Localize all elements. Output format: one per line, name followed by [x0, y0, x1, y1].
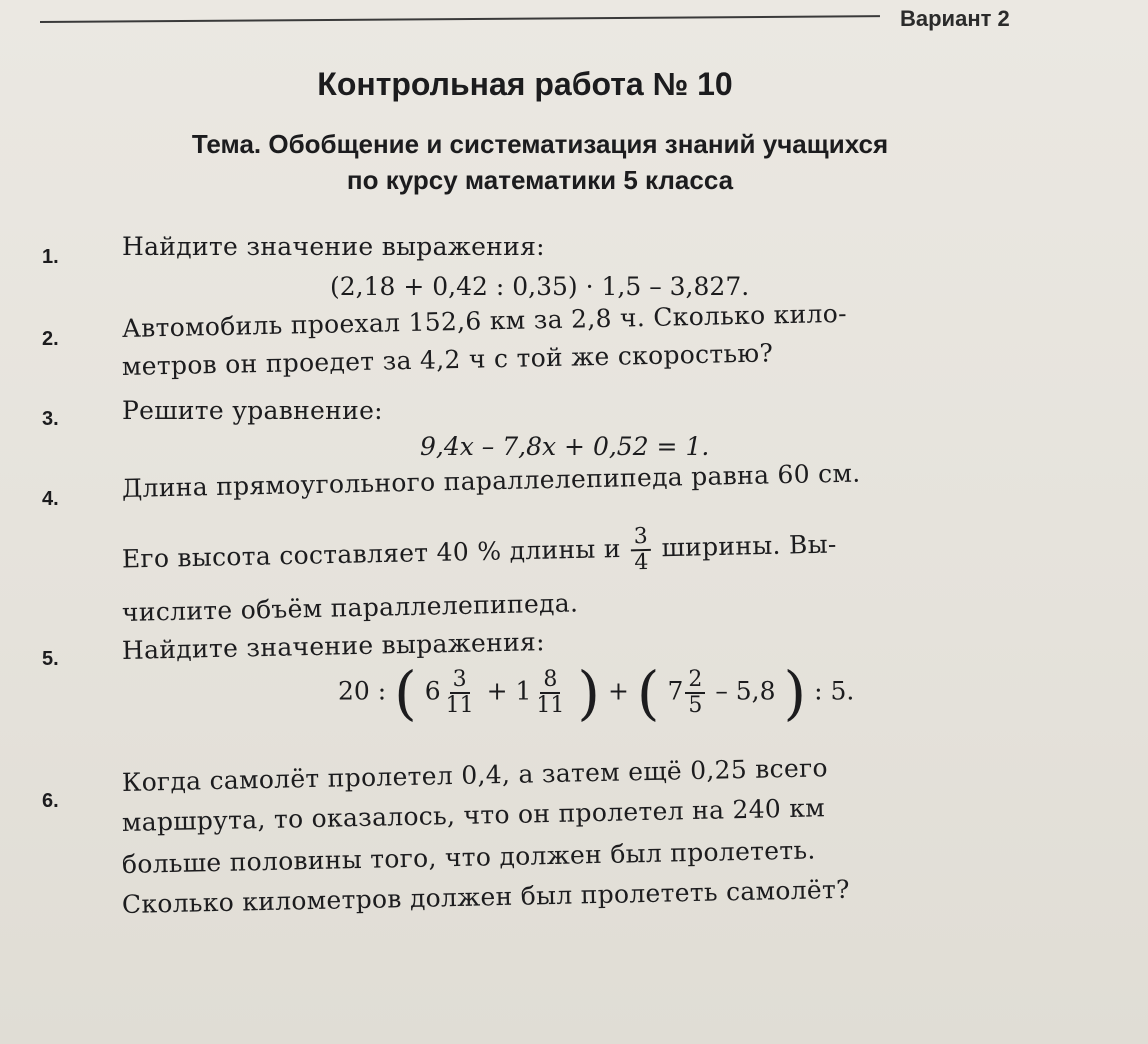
paren-open: ( [636, 659, 660, 727]
fraction [443, 668, 477, 718]
task-text: метров он проедет за 4,2 ч с той же скоростью? [121, 338, 774, 381]
expr-part: 7 [667, 676, 684, 706]
header-rule [40, 15, 880, 23]
topic [60, 126, 1020, 198]
variant-label: Вариант 2 [900, 6, 1010, 31]
fraction-numerator: 3 [450, 668, 470, 694]
fraction-denominator: 11 [536, 693, 565, 718]
expr-part: – 5,8 [715, 676, 776, 706]
task-text: Найдите значение выражения: [121, 627, 546, 665]
fraction-denominator: 5 [688, 693, 703, 718]
task-text: Найдите значение выражения: [122, 232, 545, 261]
task-text: числите объём параллелепипеда. [121, 588, 579, 627]
fraction-denominator: 11 [445, 693, 474, 718]
topic-line-1: Тема. Обобщение и систематизация знаний учащихся [191, 129, 889, 159]
fraction-numerator: 8 [540, 668, 560, 694]
fraction-numerator: 3 [631, 525, 652, 551]
fraction [631, 525, 652, 575]
page-title: Контрольная работа № 10 [317, 66, 733, 102]
paren-close: ) [783, 659, 807, 727]
task-text-part: ширины. Вы- [661, 529, 837, 563]
expr-part: + 1 [486, 676, 532, 706]
task-text: Автомобиль проехал 152,6 км за 2,8 ч. Сколько кило- [121, 298, 848, 343]
task-text: больше половины того, что должен был пролететь. [121, 835, 816, 879]
fraction-numerator: 2 [685, 668, 705, 694]
task-expression: (2,18 + 0,42 : 0,35) · 1,5 – 3,827. [330, 272, 750, 301]
fraction [533, 668, 567, 718]
fraction [685, 668, 705, 718]
task-text: Сколько километров должен был пролететь самолёт? [121, 874, 851, 919]
task-number: 4. [42, 488, 59, 510]
task-text: Длина прямоугольного параллелепипеда равна 60 см. [121, 458, 861, 503]
task-text: Решите уравнение: [122, 396, 383, 425]
expr-part: 20 : [338, 676, 387, 706]
task-number: 5. [42, 648, 59, 670]
task-number: 3. [42, 408, 59, 430]
expr-part: + [607, 676, 629, 706]
expr-part: 6 [424, 676, 441, 706]
task-text: маршрута, то оказалось, что он пролетел на 240 км [121, 793, 826, 837]
task-text [121, 521, 837, 586]
task-number: 1. [42, 246, 59, 268]
task-number: 2. [42, 328, 59, 350]
task-expression: 9,4x – 7,8x + 0,52 = 1. [420, 432, 710, 461]
task-number: 6. [42, 790, 59, 812]
fraction-denominator: 4 [634, 549, 649, 576]
topic-line-2: по курсу математики 5 класса [346, 165, 734, 195]
paren-close: ) [577, 659, 600, 727]
task-expression [338, 659, 855, 727]
task-text-part: Его высота составляет 40 % длины и [121, 534, 622, 574]
paren-open: ( [394, 659, 417, 727]
task-text: Когда самолёт пролетел 0,4, а затем ещё 0,25 всего [121, 753, 829, 797]
expr-part: : 5. [814, 676, 855, 706]
